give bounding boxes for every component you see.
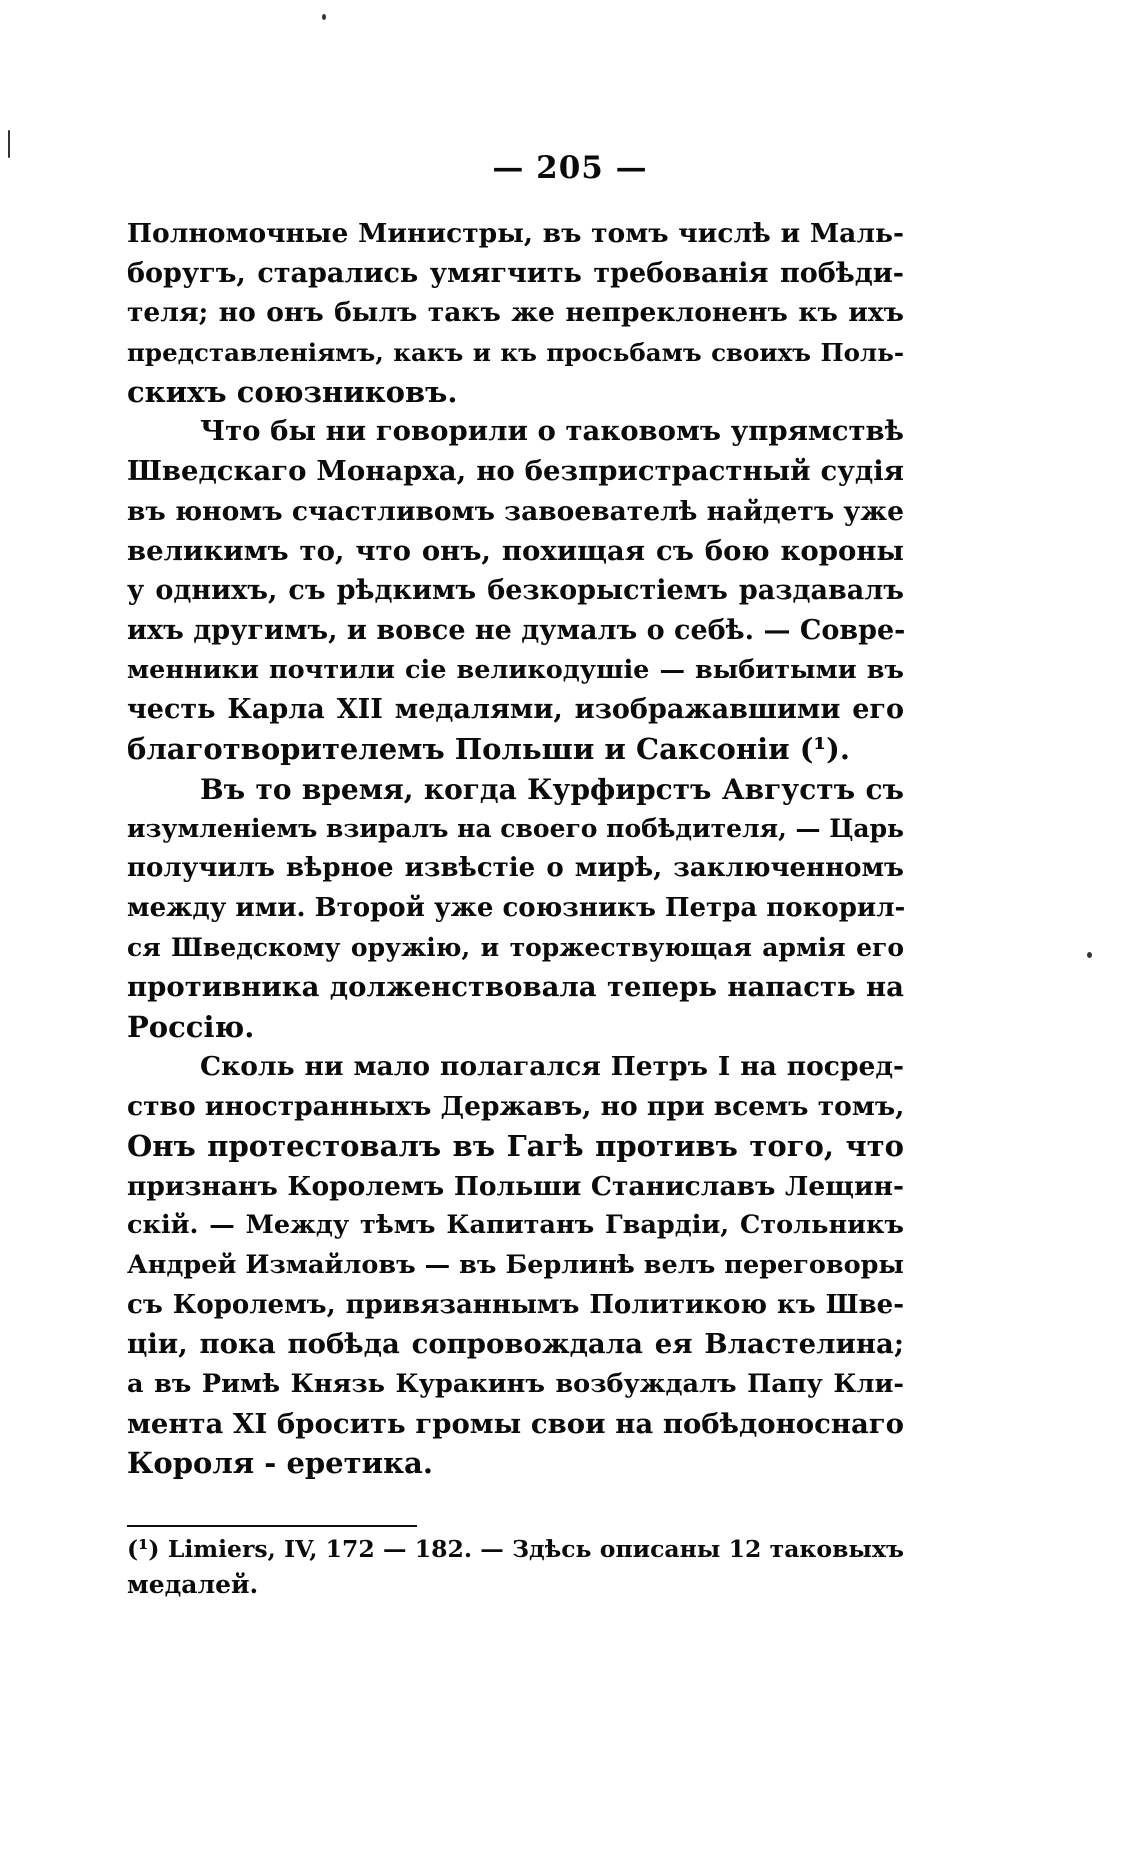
paragraph-first-line: Въ то время, когда Курфирстъ Августъ съ — [200, 772, 904, 806]
text-line: признанъ Королемъ Польши Станиславъ Лещин- — [127, 1170, 904, 1202]
text-line: ихъ другимъ, и вовсе не думалъ о себѣ. — Совре- — [127, 614, 906, 646]
print-speck — [322, 14, 326, 20]
text-line: Полномочные Министры, въ томъ числѣ и Маль- — [127, 218, 904, 249]
text-line: ся Шведскому оружію, и торжествующая армія его — [127, 933, 904, 963]
text-line: боругъ, старались умягчить требованія побѣди- — [127, 257, 904, 289]
text-line: представленіямъ, какъ и къ просьбамъ своихъ Поль- — [127, 338, 904, 368]
paragraph-first-line: Сколь ни мало полагался Петръ I на посред- — [200, 1051, 904, 1083]
text-line: мента XI бросить громы свои на побѣдоноснаго — [127, 1407, 904, 1440]
paragraph-first-line: Что бы ни говорили о таковомъ упрямствѣ — [200, 415, 904, 448]
text-line: великимъ то, что онъ, похищая съ бою короны — [127, 534, 904, 567]
text-line: скій. — Между тѣмъ Капитанъ Гвардіи, Стольникъ — [127, 1210, 904, 1241]
text-line: теля; но онъ былъ такъ же непреклоненъ къ ихъ — [127, 297, 904, 329]
page-number: — 205 — — [492, 150, 648, 186]
text-line: благотворителемъ Польши и Саксоніи (¹). — [127, 731, 850, 766]
print-speck — [1087, 952, 1092, 958]
text-line: менники почтили сіе великодушіе — выбитыми въ — [127, 654, 904, 685]
text-line: Шведскаго Монарха, но безпристрастный судія — [127, 455, 904, 488]
text-line: изумленіемъ взиралъ на своего побѣдителя, — Царь — [127, 814, 905, 844]
text-line: у однихъ, съ рѣдкимъ безкорыстіемъ раздавалъ — [127, 575, 904, 607]
body-text — [127, 214, 904, 1484]
text-line: съ Королемъ, привязаннымъ Политикою къ Шве- — [127, 1289, 904, 1320]
text-line: ство иностранныхъ Державъ, но при всемъ томъ, — [127, 1091, 905, 1123]
text-line: Короля - еретика. — [127, 1446, 433, 1481]
text-line: противника долженствовала теперь напасть на — [127, 971, 904, 1004]
text-line: ціи, пока побѣда сопровождала ея Властелина; — [127, 1328, 904, 1361]
text-line: Россію. — [127, 1009, 255, 1044]
text-line: Онъ протестовалъ въ Гагѣ противъ того, что — [127, 1128, 904, 1163]
text-line: Андрей Измайловъ — въ Берлинѣ велъ переговоры — [127, 1249, 904, 1280]
text-line: между ими. Второй уже союзникъ Петра покорил- — [127, 892, 906, 923]
text-line: получилъ вѣрное извѣстіе о мирѣ, заключенномъ — [127, 853, 904, 883]
footnote-divider — [127, 1525, 417, 1527]
footnote-line: (¹) Limiers, IV, 172 — 182. — Здѣсь описаны 12 таковыхъ — [127, 1535, 904, 1563]
text-line: честь Карла XII медалями, изображавшими его — [127, 694, 904, 726]
text-line: скихъ союзниковъ. — [127, 374, 458, 409]
text-line: въ юномъ счастливомъ завоевателѣ найдетъ уже — [127, 495, 904, 527]
footnote — [127, 1531, 904, 1603]
text-line: а въ Римѣ Князь Куракинъ возбуждалъ Папу Кли- — [127, 1368, 904, 1399]
footnote-line: медалей. — [127, 1570, 259, 1599]
